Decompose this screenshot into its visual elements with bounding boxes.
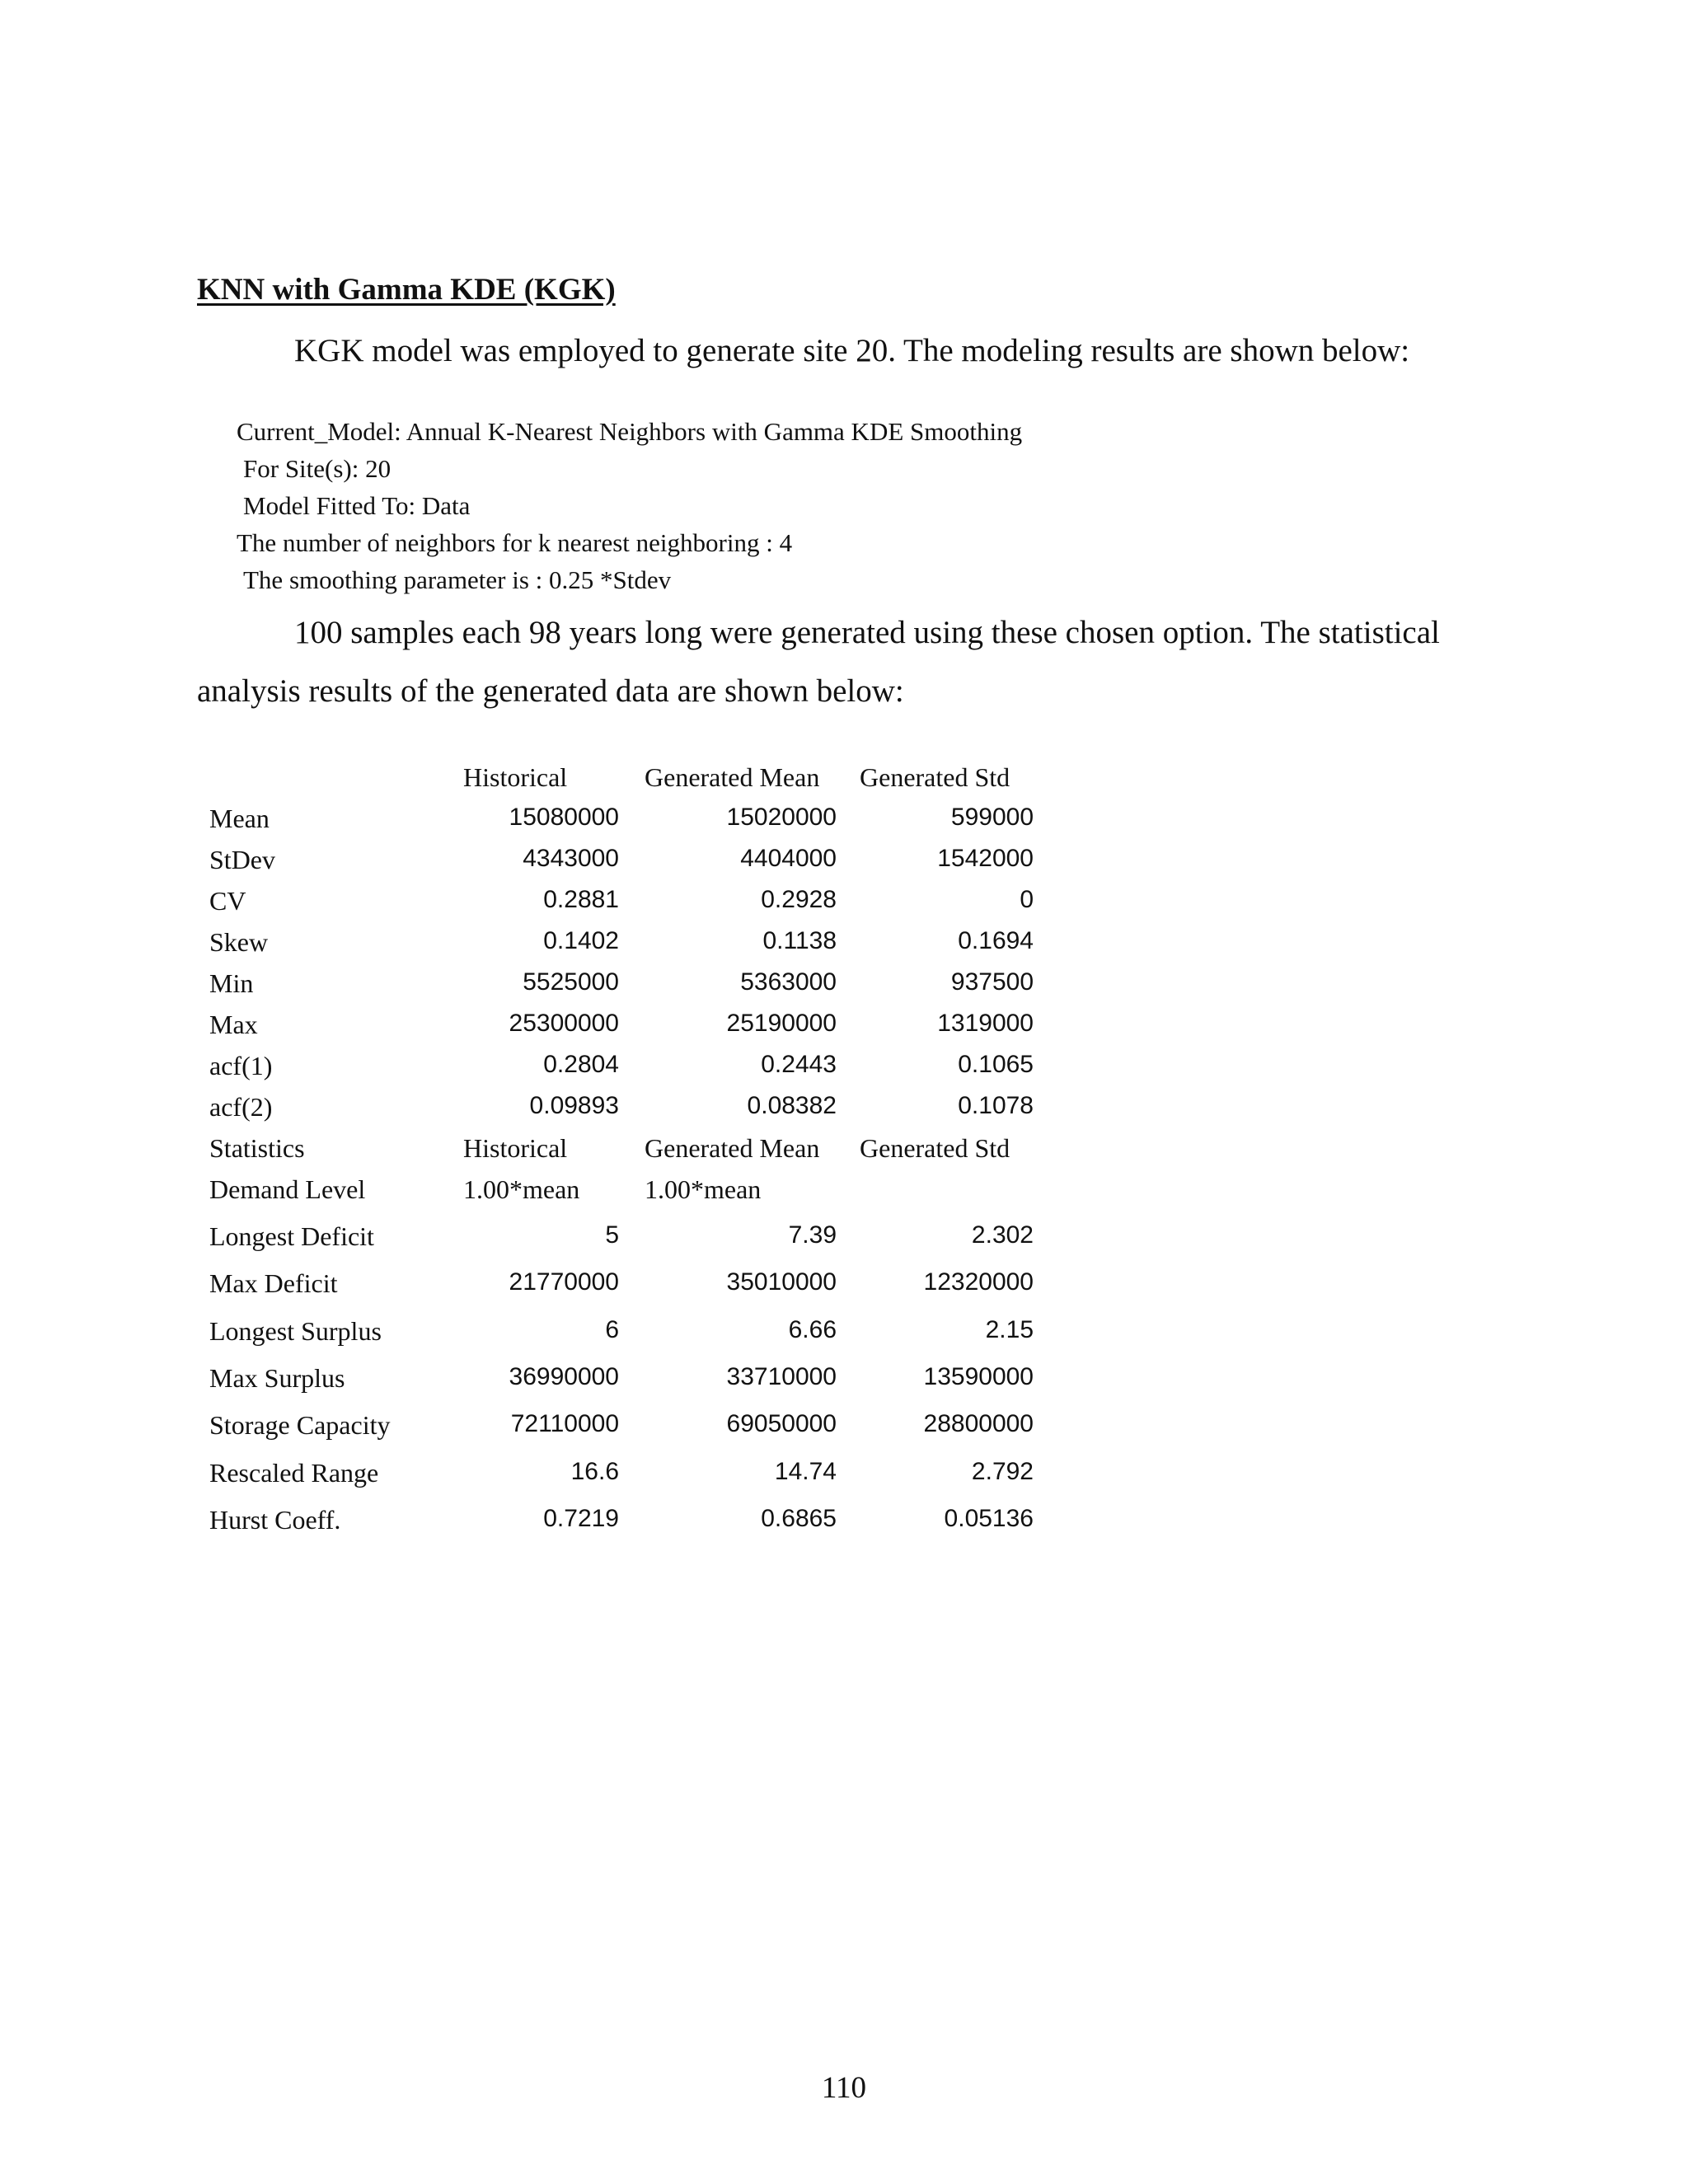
stats-header-generated-std: Generated Std [860, 762, 1010, 792]
cell-generated-std: 0.1078 [958, 1092, 1034, 1119]
model-line-current-model: Current_Model: Annual K-Nearest Neighbors with Gamma KDE Smoothing [237, 417, 1023, 446]
cell-historical: 0.1402 [543, 927, 619, 954]
cell-generated-std: 0 [1020, 886, 1034, 913]
cell-generated-std: 0.1065 [958, 1051, 1034, 1078]
cell-historical: 0.09893 [529, 1092, 619, 1119]
cell-historical: 0.2881 [543, 886, 619, 913]
cell-generated-std: 0.1694 [958, 927, 1034, 954]
model-line-smoothing: The smoothing parameter is : 0.25 *Stdev [243, 565, 672, 594]
samples-paragraph-line1: 100 samples each 98 years long were generated using these chosen option. The statistical [294, 615, 1440, 650]
cell-historical: 4343000 [523, 845, 619, 872]
row-label: Max Surplus [209, 1363, 345, 1393]
storage-header-generated-std: Generated Std [860, 1133, 1010, 1163]
cell-historical: 5525000 [523, 968, 619, 996]
page-number: 110 [821, 2071, 867, 2105]
cell-historical: 15080000 [509, 804, 619, 831]
cell-generated-std: 2.15 [985, 1316, 1034, 1343]
cell-generated-std: 0.05136 [944, 1505, 1034, 1532]
row-label: StDev [209, 845, 275, 874]
row-label: Longest Surplus [209, 1316, 382, 1346]
row-label: acf(1) [209, 1051, 273, 1080]
model-line-sites: For Site(s): 20 [243, 454, 392, 483]
row-label: Storage Capacity [209, 1410, 391, 1440]
intro-paragraph: KGK model was employed to generate site 20. The modeling results are shown below: [294, 333, 1410, 368]
row-label: Rescaled Range [209, 1458, 379, 1488]
demand-historical: 1.00*mean [463, 1174, 580, 1204]
cell-generated-mean: 4404000 [740, 845, 837, 872]
cell-generated-std: 1319000 [937, 1010, 1034, 1037]
cell-generated-mean: 0.2443 [761, 1051, 837, 1078]
row-label: Skew [209, 927, 269, 957]
cell-generated-mean: 33710000 [726, 1363, 837, 1390]
cell-generated-mean: 0.1138 [762, 927, 837, 954]
row-label: acf(2) [209, 1092, 273, 1122]
row-label: Min [209, 968, 254, 998]
row-label: Hurst Coeff. [209, 1505, 341, 1535]
row-label: Mean [209, 804, 270, 833]
row-label: Max Deficit [209, 1268, 338, 1298]
row-label: Longest Deficit [209, 1221, 374, 1251]
samples-paragraph-line2: analysis results of the generated data are shown below: [197, 673, 904, 709]
storage-header-statistics: Statistics [209, 1133, 305, 1163]
cell-generated-std: 937500 [950, 968, 1034, 996]
cell-generated-std: 599000 [950, 804, 1034, 831]
cell-historical: 36990000 [509, 1363, 619, 1390]
cell-generated-std: 2.302 [971, 1221, 1034, 1249]
storage-header-generated-mean: Generated Mean [645, 1133, 820, 1163]
stats-header-historical: Historical [463, 762, 568, 792]
model-line-fitted-to: Model Fitted To: Data [243, 491, 471, 520]
cell-historical: 72110000 [510, 1410, 619, 1437]
cell-historical: 5 [605, 1221, 619, 1249]
cell-historical: 0.7219 [543, 1505, 619, 1532]
cell-generated-std: 12320000 [923, 1268, 1034, 1296]
cell-historical: 6 [605, 1316, 619, 1343]
cell-generated-mean: 6.66 [788, 1316, 837, 1343]
cell-generated-mean: 25190000 [726, 1010, 837, 1037]
cell-generated-mean: 0.6865 [761, 1505, 837, 1532]
cell-generated-mean: 0.2928 [761, 886, 837, 913]
cell-generated-mean: 0.08382 [747, 1092, 837, 1119]
demand-generated-mean: 1.00*mean [645, 1174, 762, 1204]
cell-historical: 25300000 [509, 1010, 619, 1037]
cell-generated-mean: 14.74 [774, 1458, 837, 1485]
cell-historical: 16.6 [570, 1458, 619, 1485]
row-label: Max [209, 1010, 258, 1039]
row-label: Demand Level [209, 1174, 366, 1204]
cell-generated-std: 13590000 [923, 1363, 1034, 1390]
section-heading: KNN with Gamma KDE (KGK) [197, 273, 616, 307]
cell-generated-mean: 69050000 [726, 1410, 837, 1437]
row-label: CV [209, 886, 246, 916]
cell-generated-mean: 15020000 [726, 804, 837, 831]
cell-generated-std: 28800000 [923, 1410, 1034, 1437]
cell-generated-std: 1542000 [937, 845, 1034, 872]
stats-header-generated-mean: Generated Mean [645, 762, 820, 792]
cell-generated-mean: 7.39 [788, 1221, 837, 1249]
cell-historical: 0.2804 [543, 1051, 619, 1078]
cell-generated-std: 2.792 [971, 1458, 1034, 1485]
cell-generated-mean: 5363000 [740, 968, 837, 996]
model-line-neighbors: The number of neighbors for k nearest neighboring : 4 [237, 528, 793, 557]
storage-header-historical: Historical [463, 1133, 568, 1163]
cell-generated-mean: 35010000 [726, 1268, 837, 1296]
cell-historical: 21770000 [509, 1268, 619, 1296]
